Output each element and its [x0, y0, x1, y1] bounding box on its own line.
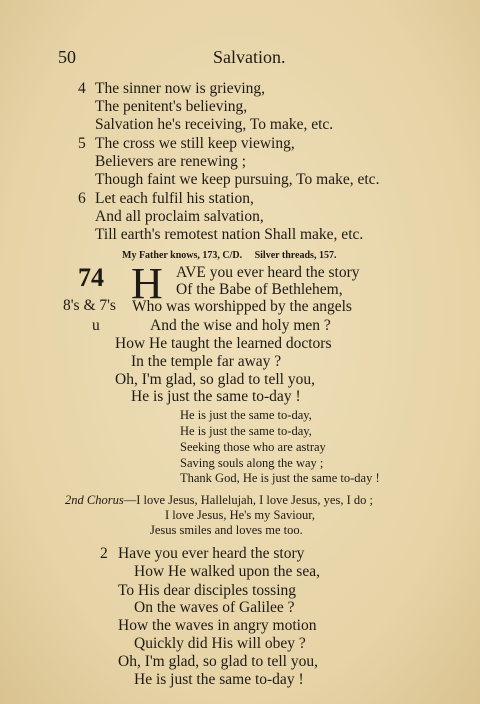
verse-line: How the waves in angry motion — [118, 617, 317, 634]
chorus-line: Saving souls along the way ; — [180, 456, 324, 470]
second-chorus-line: —I love Jesus, Hallelujah, I love Jesus, yes, I do ; — [123, 493, 373, 507]
verse-line: And the wise and holy men ? — [150, 317, 331, 334]
verse-line: On the waves of Galilee ? — [134, 599, 295, 616]
meter-mark: u — [92, 317, 100, 334]
verse-number: 4 — [78, 80, 86, 97]
verse-line: Have you ever heard the story — [118, 545, 305, 562]
page-number: 50 — [58, 47, 76, 67]
verse-line: How He taught the learned doctors — [115, 335, 332, 352]
verse-line: Oh, I'm glad, so glad to tell you, — [118, 653, 318, 670]
verse-line: And all proclaim salvation, — [95, 208, 264, 225]
verse-line: In the temple far away ? — [131, 353, 282, 370]
second-chorus-label: 2nd Chorus — [65, 493, 124, 507]
hymn-meter: 8's & 7's — [63, 297, 116, 314]
chorus-line: Seeking those who are astray — [180, 440, 326, 454]
verse-line: The cross we still keep viewing, — [95, 135, 295, 152]
tune-reference: My Father knows, 173, C/D. Silver threads, 157. — [122, 250, 337, 261]
verse-line: To His dear disciples tossing — [118, 582, 297, 599]
verse-line: Let each fulfil his station, — [95, 190, 254, 207]
verse-line: Believers are renewing ; — [95, 153, 247, 170]
verse-line: Salvation he's receiving, To make, etc. — [95, 116, 334, 133]
verse-line: He is just the same to-day ! — [131, 388, 301, 405]
second-chorus-first-line — [65, 494, 373, 507]
verse-line: Quickly did His will obey ? — [134, 635, 306, 652]
verse-line: Oh, I'm glad, so glad to tell you, — [115, 371, 315, 388]
verse-line: The sinner now is grieving, — [95, 80, 266, 97]
chorus-line: He is just the same to-day, — [180, 408, 312, 422]
verse-number: 6 — [78, 190, 86, 207]
verse-line: Who was worshipped by the angels — [132, 298, 352, 315]
page-title: Salvation. — [213, 47, 286, 67]
verse-line: Till earth's remotest nation Shall make, etc. — [95, 226, 364, 243]
verse-number: 5 — [78, 135, 86, 152]
second-chorus-line: I love Jesus, He's my Saviour, — [165, 508, 315, 522]
verse-line: He is just the same to-day ! — [134, 671, 304, 688]
chorus-line: He is just the same to-day, — [180, 424, 312, 438]
second-chorus-line: Jesus smiles and loves me too. — [150, 523, 303, 537]
verse-line: AVE you ever heard the story — [176, 264, 360, 281]
chorus-line: Thank God, He is just the same to-day ! — [180, 471, 380, 485]
verse-line: The penitent's believing, — [95, 98, 248, 115]
verse-line: Though faint we keep pursuing, To make, etc. — [95, 171, 380, 188]
verse-line: Of the Babe of Bethlehem, — [176, 281, 343, 298]
verse-line: How He walked upon the sea, — [134, 563, 320, 580]
verse-number: 2 — [100, 545, 108, 562]
drop-cap: H — [131, 259, 163, 308]
hymn-number: 74 — [78, 263, 104, 292]
